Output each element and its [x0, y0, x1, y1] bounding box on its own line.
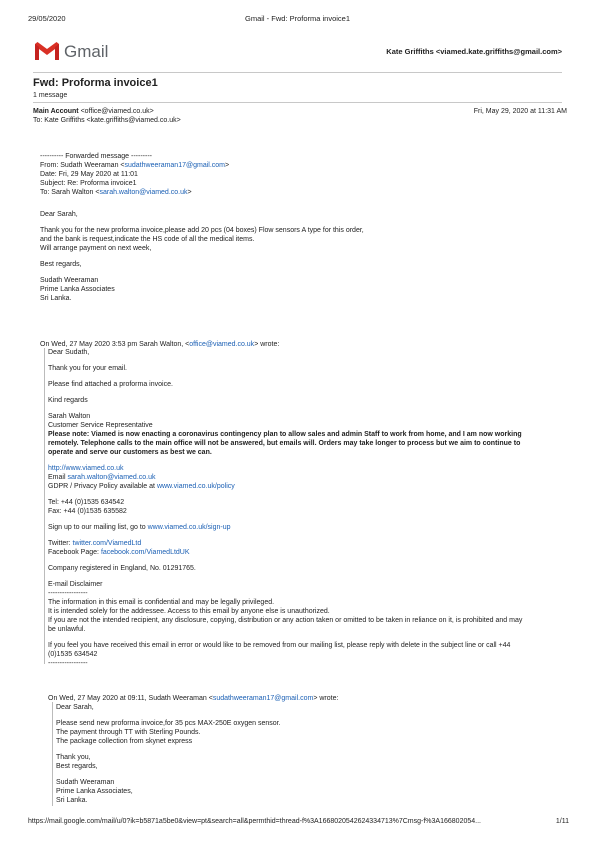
body-line: Prime Lanka Associates	[40, 286, 115, 293]
forwarded-date: Date: Fri, 29 May 2020 at 11:01	[40, 171, 138, 178]
quote2-closing: Thank you,	[56, 754, 91, 761]
signup-line: Sign up to our mailing list, go to www.viamed.co.uk/sign-up	[48, 524, 231, 531]
message-date: Fri, May 29, 2020 at 11:31 AM	[473, 108, 567, 115]
signature-email: Email sarah.walton@viamed.co.uk	[48, 474, 156, 481]
covid-note: Please note: Viamed is now enacting a coronavirus contingency plan to allow sales and admin Staff to work from home, and I am now working	[48, 431, 522, 438]
body-line: Thank you for the new proforma invoice,please add 20 pcs (04 boxes) Flow sensors A type for this order,	[40, 227, 364, 234]
thread-subject: Fwd: Proforma invoice1	[33, 77, 158, 89]
quote2-body	[56, 703, 281, 805]
quote2-email-link[interactable]: sudathweeraman17@gmail.com	[212, 695, 314, 702]
quote2-sig: Sudath Weeraman	[56, 779, 115, 786]
disclaimer-rule: -----------------	[48, 660, 88, 667]
quote1-email-link[interactable]: office@viamed.co.uk	[189, 341, 255, 348]
quote1-attached: Please find attached a proforma invoice.	[48, 381, 173, 388]
disclaimer-line: The information in this email is confidential and may be legally privileged.	[48, 599, 275, 606]
body-line: Dear Sarah,	[40, 211, 78, 218]
quote2-line: The package collection from skynet express	[56, 738, 193, 745]
quote2-closing: Best regards,	[56, 763, 98, 770]
remove-line: (0)1535 634542	[48, 651, 98, 658]
body-line: Will arrange payment on next week,	[40, 245, 152, 252]
signature-role: Customer Service Representative	[48, 422, 153, 429]
forwarded-subject: Subject: Re: Proforma invoice1	[40, 180, 137, 187]
quote-bar	[44, 348, 47, 664]
account-label: Kate Griffiths <viamed.kate.griffiths@gmail.com>	[386, 47, 562, 56]
print-title: Gmail - Fwd: Proforma invoice1	[244, 14, 351, 23]
gmail-logo	[34, 40, 114, 64]
quote1-kind: Kind regards	[48, 397, 88, 404]
quote1-header: On Wed, 27 May 2020 3:53 pm Sarah Walton, <office@viamed.co.uk> wrote:	[40, 341, 280, 348]
quote1-body	[48, 348, 522, 668]
quote1-thanks: Thank you for your email.	[48, 365, 127, 372]
sender-email: <office@viamed.co.uk>	[80, 108, 154, 115]
forwarded-body	[40, 210, 364, 303]
forwarded-to: To: Sarah Walton <sarah.walton@viamed.co.uk>	[40, 189, 192, 196]
print-date: 29/05/2020	[28, 14, 66, 23]
email-link[interactable]: sarah.walton@viamed.co.uk	[67, 474, 156, 481]
body-line: Sri Lanka.	[40, 295, 72, 302]
message-count: 1 message	[33, 92, 68, 99]
quote2-sig: Sri Lanka.	[56, 797, 88, 804]
covid-note: remotely. Telephone calls to the main office will not be answered, but emails will. Orders may take longer to process but we aim to continue to	[48, 440, 521, 447]
brand-name: Gmail	[64, 42, 109, 61]
body-line: and the bank is request,indicate the HS code of all the medical items.	[40, 236, 255, 243]
covid-note: operate and serve our customers as best we can.	[48, 449, 212, 456]
footer-url: https://mail.google.com/mail/u/0?ik=b5871a5be0&view=pt&search=all&permthid=thread-f%3A1668020542624334713%7Cmsg-f%3A166802054...	[28, 818, 481, 825]
company-line: Company registered in England, No. 01291765.	[48, 565, 196, 572]
remove-line: If you feel you have received this email in error or would like to be removed from our mailing list, please reply with delete in the subject line or call +44	[48, 642, 511, 649]
facebook-link[interactable]: facebook.com/ViamedLtdUK	[100, 549, 190, 556]
quote2-sig: Prime Lanka Associates,	[56, 788, 133, 795]
facebook-line: Facebook Page: facebook.com/ViamedLtdUK	[48, 549, 190, 556]
divider	[33, 72, 562, 73]
quote2-line: Please send new proforma invoice,for 35 pcs MAX-250E oxygen sensor.	[56, 720, 281, 727]
divider	[33, 102, 562, 103]
from-email-link[interactable]: sudathweeraman17@gmail.com	[124, 162, 225, 169]
disclaimer-line: It is intended solely for the addressee. Access to this email by anyone else is unauthorized.	[48, 608, 330, 615]
quote2-header: On Wed, 27 May 2020 at 09:11, Sudath Weeraman <sudathweeraman17@gmail.com> wrote:	[48, 695, 339, 702]
signature-name: Sarah Walton	[48, 413, 91, 420]
sender-name: Main Account	[33, 108, 79, 115]
message-sender	[33, 107, 154, 116]
twitter-line: Twitter: twitter.com/ViamedLtd	[48, 540, 142, 547]
forwarded-from: From: Sudath Weeraman <sudathweeraman17@gmail.com>	[40, 162, 230, 169]
quote1-greeting: Dear Sudath,	[48, 349, 90, 356]
disclaimer-rule: -----------------	[48, 590, 88, 597]
policy-link[interactable]: www.viamed.co.uk/policy	[156, 483, 235, 490]
body-line: Sudath Weeraman	[40, 277, 99, 284]
gmail-envelope-icon	[34, 41, 60, 61]
disclaimer-line: If you are not the intended recipient, any disclosure, copying, distribution or any action taken or omitted to be taken in reliance on it, is prohibited and may	[48, 617, 523, 624]
quote2-line: The payment through TT with Sterling Pounds.	[56, 729, 201, 736]
quote2-greeting: Dear Sarah,	[56, 704, 94, 711]
disclaimer-title: E-mail Disclaimer	[48, 581, 103, 588]
quote-bar	[52, 702, 55, 806]
gdpr-line: GDPR / Privacy Policy available at www.viamed.co.uk/policy	[48, 483, 235, 490]
message-to: To: Kate Griffiths <kate.griffiths@viamed.co.uk>	[33, 117, 181, 124]
website-link[interactable]: http://www.viamed.co.uk	[48, 465, 124, 472]
tel-line: Tel: +44 (0)1535 634542	[48, 499, 125, 506]
signup-link[interactable]: www.viamed.co.uk/sign-up	[147, 524, 231, 531]
fax-line: Fax: +44 (0)1535 635582	[48, 508, 127, 515]
forwarded-marker: ---------- Forwarded message ---------	[40, 153, 152, 160]
to-email-link[interactable]: sarah.walton@viamed.co.uk	[99, 189, 188, 196]
body-line: Best regards,	[40, 261, 82, 268]
page-number: 1/11	[555, 818, 569, 825]
disclaimer-line: be unlawful.	[48, 626, 86, 633]
twitter-link[interactable]: twitter.com/ViamedLtd	[72, 540, 142, 547]
forwarded-header	[40, 152, 229, 197]
